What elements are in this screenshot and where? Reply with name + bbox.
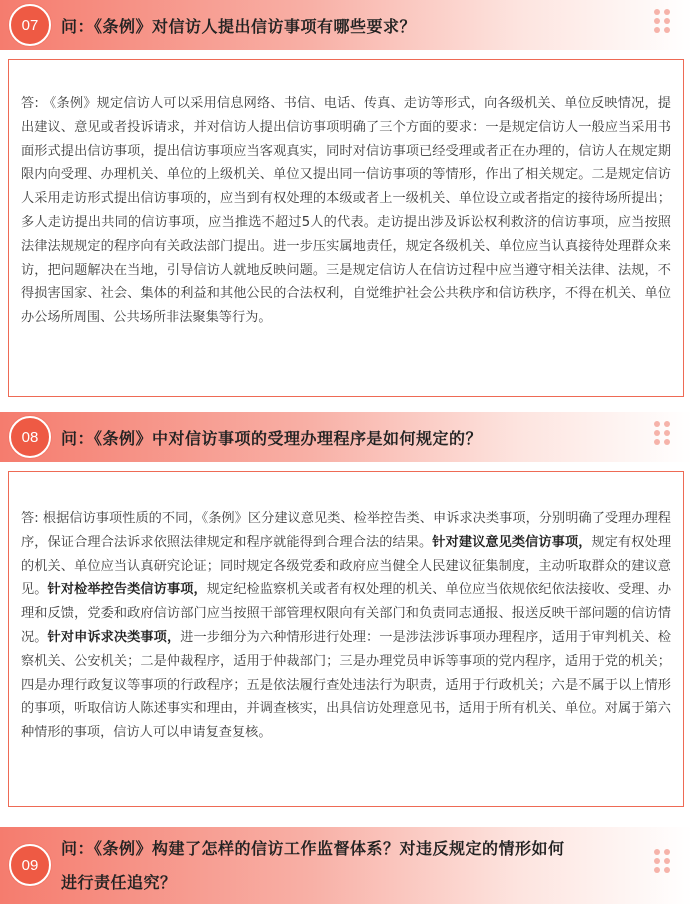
question-number-badge: 08 [9, 416, 51, 458]
dots-decoration-icon [654, 849, 672, 873]
bold-heading-suggestions: 针对建议意见类信访事项， [432, 534, 592, 550]
question-header-07 [0, 0, 692, 50]
answer-text-suggestions: 规定有权处理的机关、单位应当认真研究论证；同时规定各级党委和政府应当健全人民建议征集制度，主动听取群众的建议意见。 [21, 534, 672, 598]
answer-box-08 [8, 471, 684, 807]
question-title [61, 832, 565, 900]
answer-intro: 答: 根据信访事项性质的不同，《条例》区分建议意见类、检举控告类、申诉求决类事项，分别明确了受理办理程序，保证合理合法诉求依照法律规定和程序就能得到合理合法的结果。 [21, 511, 671, 550]
question-title-line2: 进行责任追究？ [61, 873, 177, 892]
question-title-line1: 问：《条例》构建了怎样的信访工作监督体系？对违反规定的情形如何 [61, 839, 565, 858]
answer-text-appeals: 进一步细分为六种情形进行处理：一是涉法涉诉事项办理程序，适用于审判机关、检察机关、公安机关；二是仲裁程序，适用于仲裁部门；三是办理党员申诉等事项的党内程序，适用于党的机关；四是办理行政复议等事项的行政程序；五是依法履行查处违法行为职责，适用于行政机关；六是不属于以上情形的事项，听取信访人陈述事实和理由，并调查核实，出具信访处理意见书，适用于所有机关、单位。对属于第六种情形的事项，信访人可以申请复查复核。 [21, 629, 672, 741]
question-title: 问：《条例》中对信访事项的受理办理程序是如何规定的？ [61, 429, 483, 448]
question-number-badge: 07 [9, 4, 51, 46]
answer-box-07 [8, 59, 684, 397]
question-title: 问：《条例》对信访人提出信访事项有哪些要求？ [61, 17, 417, 36]
dots-decoration-icon [654, 421, 672, 445]
question-header-08 [0, 412, 692, 462]
question-header-09 [0, 827, 692, 904]
answer-text-reports: 规定纪检监察机关或者有权处理的机关、单位应当依规依纪依法接收、受理、办理和反馈，党委和政府信访部门应当按照干部管理权限向有关部门和负责同志通报、报送反映干部问题的信访情况。 [21, 582, 672, 645]
answer-text: 答: 《条例》规定信访人可以采用信息网络、书信、电话、传真、走访等形式，向各级机关、单位反映情况，提出建议、意见或者投诉请求，并对信访人提出信访事项明确了三个方面的要求：一是规定信访人一般应当采用书面形式提出信访事项，提出信访事项应当客观真实，同时对信访事项已经受理或者正在办理的，信访人在规定期限内向受理、办理机关、单位的上级机关、单位又提出同一信访事项的等情形，作出了相关规定。二是规定信访人采用走访形式提出信访事项的，应当到有权处理的本级或者上一级机关、单位设立或者指定的接待场所提出；多人走访提出共同的信访事项，应当推选不超过5人的代表。走访提出涉及诉讼权利救济的信访事项，应当按照法律法规规定的程序向有关政法部门提出。进一步压实属地责任，规定各级机关、单位应当认真接待处理群众来访，把问题解决在当地，引导信访人就地反映问题。三是规定信访人在信访过程中应当遵守相关法律、法规，不得损害国家、社会、集体的利益和其他公民的合法权利，自觉维护社会公共秩序和信访秩序，不得在机关、单位办公场所周围、公共场所非法聚集等行为。 [21, 96, 671, 326]
bold-heading-reports: 针对检举控告类信访事项， [47, 582, 207, 598]
bold-heading-appeals: 针对申诉求决类事项， [47, 629, 181, 645]
question-number-badge: 09 [9, 844, 51, 886]
dots-decoration-icon [654, 9, 672, 33]
